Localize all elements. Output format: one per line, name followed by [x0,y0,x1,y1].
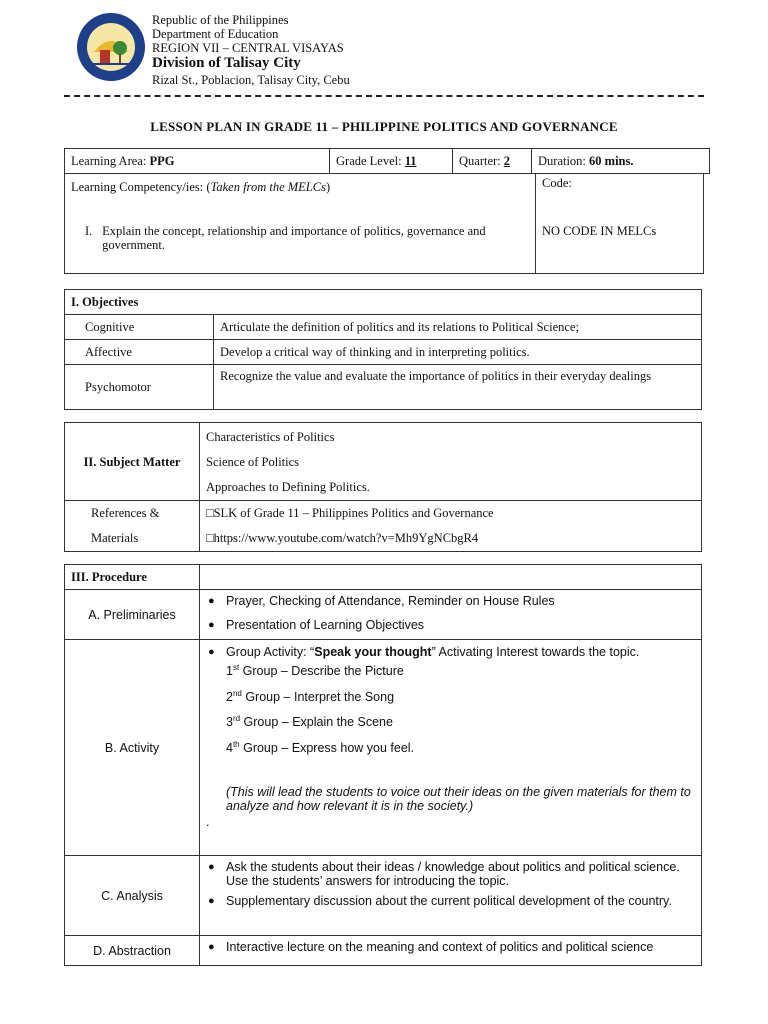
activity-label: B. Activity [65,640,200,856]
procedure-table [64,564,702,966]
subject-matter-table [64,422,702,552]
subject-topic: Approaches to Defining Politics. [206,480,370,494]
procedure-heading: III. Procedure [65,565,200,590]
info-table [64,148,710,174]
competency-text: Explain the concept, relationship and importance of politics, governance and government. [102,224,486,252]
group-item: 2nd Group – Interpret the Song [226,688,395,704]
page-title: LESSON PLAN IN GRADE 11 – PHILIPPINE POLITICS AND GOVERNANCE [150,119,618,134]
list-item: ● Prayer, Checking of Attendance, Reminder on House Rules [206,594,695,608]
grade-level-cell: Grade Level: 11 [330,149,453,174]
competency-table [64,173,704,274]
list-item: ● Presentation of Learning Objectives [206,618,695,632]
activity-note: (This will lead the students to voice out their ideas on the given materials for them to analyze and how relevant it is in the society.) [226,785,691,813]
subject-topics [200,423,702,501]
group-item: 1st Group – Describe the Picture [226,662,404,678]
list-item: ● Ask the students about their ideas / knowledge about politics and political science. Use the students’ answers for introducing the topic. [206,860,695,888]
header-region: REGION VII – CENTRAL VISAYAS [152,41,344,55]
header-divider [64,95,704,97]
abstraction-content [200,936,702,966]
abstraction-label: D. Abstraction [65,936,200,966]
code-value: NO CODE IN MELCs [542,224,657,238]
preliminaries-label: A. Preliminaries [65,590,200,640]
deped-seal-logo [76,12,146,82]
objective-label: Cognitive [65,315,214,340]
subject-heading: II. Subject Matter [65,423,200,501]
header-republic: Republic of the Philippines [152,13,289,27]
quarter-cell: Quarter: 2 [453,149,532,174]
group-item: 4th Group – Express how you feel. [226,739,415,755]
references-list [200,501,702,552]
subject-topic: Characteristics of Politics [206,430,335,444]
competency-cell: Learning Competency/ies: (Taken from the MELCs) I. Explain the concept, relationship and importance of politics, governance and government. [65,174,536,274]
group-item: 3rd Group – Explain the Scene [226,713,393,729]
references-label: References & Materials [65,501,200,552]
activity-content: ● Group Activity: “Speak your thought” Activating Interest towards the topic. 1st Group – Describe the Picture 2nd Group – Interpret the Song 3rd Group – Explain the Scene 4th Group – Express how you feel. (This will lead the students to voice out their ideas on the given materials for them to analyze and how relevant it is in the society.) . [200,640,702,856]
objective-text: Develop a critical way of thinking and in interpreting politics. [214,340,702,365]
objective-text: Articulate the definition of politics and its relations to Political Science; [214,315,702,340]
objective-label: Affective [65,340,214,365]
preliminaries-content [200,590,702,640]
header-department: Department of Education [152,27,279,41]
list-item: ● Group Activity: “Speak your thought” Activating Interest towards the topic. [206,645,695,659]
learning-area-cell: Learning Area: PPG [65,149,330,174]
objective-text: Recognize the value and evaluate the importance of politics in their everyday dealings [214,365,702,410]
objective-label: Psychomotor [65,365,214,410]
list-item: ● Supplementary discussion about the current political development of the country. [206,894,695,908]
duration-cell: Duration: 60 mins. [532,149,710,174]
analysis-label: C. Analysis [65,856,200,936]
reference-item: □ SLK of Grade 11 – Philippines Politics and Governance [206,501,695,526]
reference-link[interactable]: □ https://www.youtube.com/watch?v=Mh9YgNCbgR4 [206,526,695,551]
objectives-table [64,289,702,410]
header-division: Division of Talisay City [152,55,301,71]
header-address: Rizal St., Poblacion, Talisay City, Cebu [152,73,350,87]
analysis-content [200,856,702,936]
subject-topic: Science of Politics [206,455,300,469]
list-item: ● Interactive lecture on the meaning and context of politics and political science [206,940,695,954]
objectives-heading: I. Objectives [65,290,702,315]
code-cell: Code: NO CODE IN MELCs [536,174,704,274]
